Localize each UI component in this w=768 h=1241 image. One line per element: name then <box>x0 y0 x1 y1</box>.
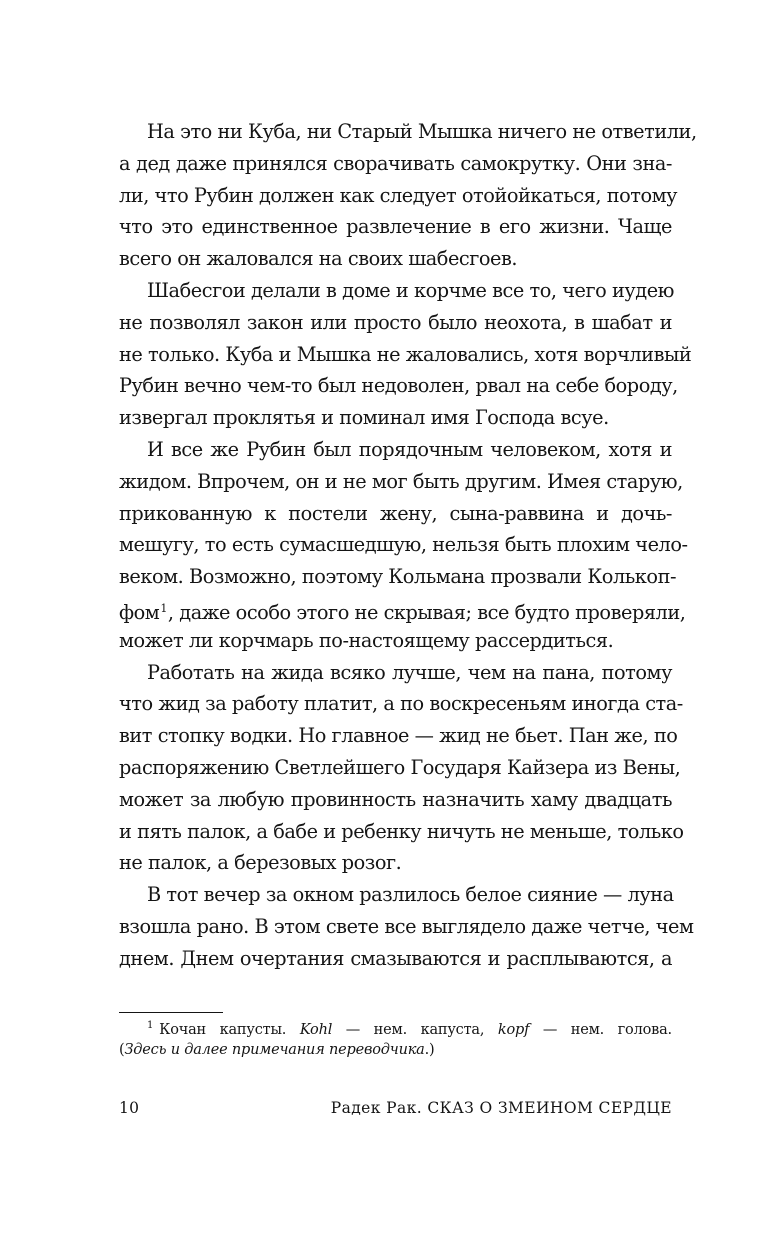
text-line: может за любую провинность назначить хаму двадцать <box>119 787 672 811</box>
text-line: не палок, а березовых розог. <box>119 851 402 875</box>
text-line: что это единственное развлечение в его жизни. Чаще <box>119 215 672 239</box>
text-line: Работать на жида всяко лучше, чем на пана, потому <box>147 660 672 684</box>
footnote-note: Здесь и далее примечания переводчика <box>124 1042 425 1058</box>
running-title: Радек Рак. СКАЗ О ЗМЕИНОМ СЕРДЦЕ <box>330 1099 672 1117</box>
footnote-text: ( <box>119 1042 125 1058</box>
text-line: всего он жаловался на своих шабесгоев. <box>119 247 518 271</box>
footnote-text: Кочан капусты. <box>159 1022 287 1038</box>
text-line: ли, что Рубин должен как следует отойойкаться, потому <box>119 183 678 207</box>
text-line: прикованную к постели жену, сына-раввина и дочь- <box>119 501 672 525</box>
footnote-divider <box>119 1012 223 1013</box>
text-line: что жид за работу платит, а по воскресеньям иногда ста- <box>119 692 683 716</box>
text-line: И все же Рубин был порядочным человеком, хотя и <box>147 437 672 461</box>
text-line: взошла рано. В этом свете все выглядело даже четче, чем <box>119 914 694 938</box>
text-line: извергал проклятья и поминал имя Господа всуе. <box>119 406 609 430</box>
text-line: а дед даже принялся сворачивать самокрутку. Они зна- <box>119 151 672 175</box>
footnote-text: — нем. голова. <box>542 1022 672 1038</box>
text-line: вит стопку водки. Но главное — жид не бьет. Пан же, по <box>119 724 678 748</box>
text-fragment: , даже особо этого не скрывая; все будто проверяли, <box>167 600 686 624</box>
text-line: Рубин вечно чем-то был недоволен, рвал на себе бороду, <box>119 374 678 398</box>
text-line: На это ни Куба, ни Старый Мышка ничего не ответили, <box>147 120 697 143</box>
footnote-reference[interactable]: 1 <box>160 601 167 615</box>
text-line: не только. Куба и Мышка не жаловались, хотя ворчливый <box>119 342 692 366</box>
text-line: распоряжению Светлейшего Государя Кайзера из Вены, <box>119 755 681 779</box>
text-line: не позволял закон или просто было неохота, в шабат и <box>119 310 672 334</box>
text-line: В тот вечер за окном разлилось белое сияние — луна <box>147 883 674 907</box>
footnote-term: kopf <box>497 1022 530 1038</box>
text-line: может ли корчмарь по-настоящему рассердиться. <box>119 628 614 652</box>
body-text <box>119 116 697 975</box>
page-number: 10 <box>119 1099 140 1117</box>
text-line: веком. Возможно, поэтому Кольмана прозвали Колькоп- <box>119 565 677 589</box>
footnote-text: — нем. капуста, <box>345 1022 485 1038</box>
text-line: жидом. Впрочем, он и не мог быть другим. Имея старую, <box>119 469 683 493</box>
text-line <box>119 593 686 625</box>
text-line: и пять палок, а бабе и ребенку ничуть не меньше, только <box>119 819 684 843</box>
text-line: мешугу, то есть сумасшедшую, нельзя быть плохим чело- <box>119 533 688 557</box>
footnote-line <box>119 1014 672 1038</box>
footnote <box>119 1014 672 1062</box>
text-line: Шабесгои делали в доме и корчме все то, чего иудею <box>147 278 675 302</box>
text-line: днем. Днем очертания смазываются и расплываются, а <box>119 946 672 970</box>
footnote-line <box>119 1038 672 1062</box>
text-fragment: фом <box>119 600 160 624</box>
footnote-number: 1 <box>147 1020 154 1031</box>
footnote-text: .) <box>424 1042 435 1058</box>
footnote-term: Kohl <box>299 1022 333 1038</box>
